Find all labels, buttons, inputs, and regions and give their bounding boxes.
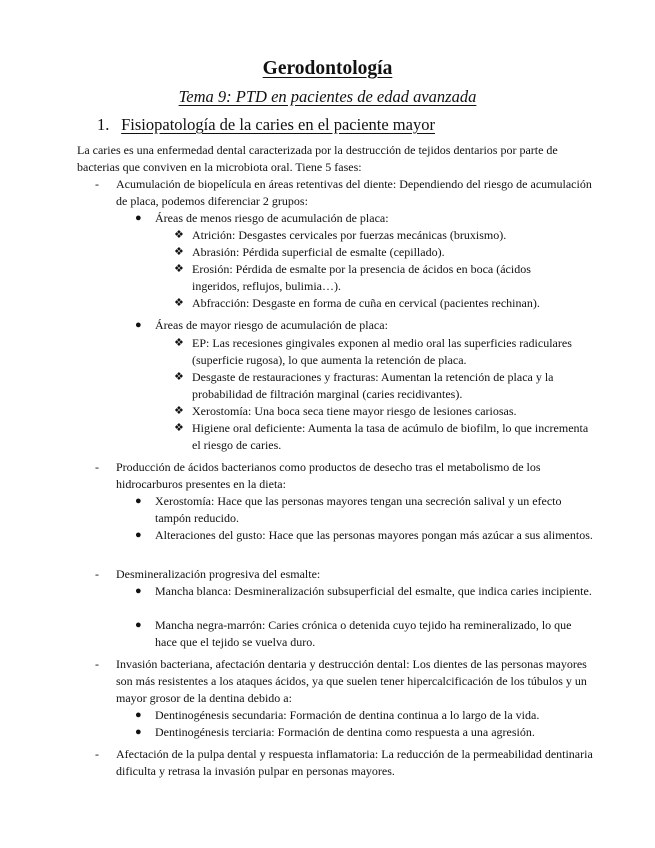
diamond-marker: ❖ xyxy=(174,229,184,241)
list-item-group xyxy=(135,317,595,334)
section-number: 1. xyxy=(97,115,110,134)
bullet-marker: ● xyxy=(135,726,142,738)
dash-marker: - xyxy=(95,567,99,581)
list-item-text: Dentinogénesis secundaria: Formación de dentina continua a lo largo de la vida. xyxy=(155,708,540,722)
list-item-text: Erosión: Pérdida de esmalte por la presencia de ácidos en boca (ácidos ingeridos, reflujos, bulimia…). xyxy=(192,262,531,293)
list-item-text: Desgaste de restauraciones y fracturas: Aumentan la retención de placa y la probabilidad de filtración marginal (caries recidivantes). xyxy=(192,370,554,401)
diamond-marker: ❖ xyxy=(174,371,184,383)
dash-marker: - xyxy=(95,460,99,474)
list-item-text: Desmineralización progresiva del esmalte: xyxy=(116,567,321,581)
list-item-detail xyxy=(174,369,594,403)
document-subtitle: Tema 9: PTD en pacientes de edad avanzada xyxy=(178,87,477,106)
list-item-group xyxy=(135,617,595,651)
list-item-detail xyxy=(174,227,594,244)
list-item-phase xyxy=(95,746,595,780)
bullet-marker: ● xyxy=(135,212,142,224)
list-item-text: Acumulación de biopelícula en áreas retentivas del diente: Dependiendo del riesgo de acumulación de placa, podemos diferenciar 2 grupos: xyxy=(116,177,592,208)
list-item-text: Atrición: Desgastes cervicales por fuerzas mecánicas (bruxismo). xyxy=(192,228,507,242)
list-item-text: Mancha negra-marrón: Caries crónica o detenida cuyo tejido ha remineralizado, lo que hace que el tejido se vuelva duro. xyxy=(155,618,572,649)
bullet-marker: ● xyxy=(135,709,142,721)
list-item-text: EP: Las recesiones gingivales exponen al medio oral las superficies radiculares (superficie rugosa), lo que aumenta la retención de placa. xyxy=(192,336,572,367)
list-item-text: Abrasión: Pérdida superficial de esmalte (cepillado). xyxy=(192,245,445,259)
dash-marker: - xyxy=(95,657,99,671)
document-title: Gerodontología xyxy=(262,58,393,79)
bullet-marker: ● xyxy=(135,495,142,507)
list-item-group xyxy=(135,724,595,741)
list-item-detail xyxy=(174,244,594,261)
list-item-detail xyxy=(174,420,594,454)
section-title: Fisiopatología de la caries en el paciente mayor xyxy=(121,115,435,134)
list-item-phase xyxy=(95,459,595,493)
list-item-group xyxy=(135,583,595,600)
diamond-marker: ❖ xyxy=(174,337,184,349)
list-item-group xyxy=(135,210,595,227)
bullet-marker: ● xyxy=(135,529,142,541)
list-item-phase xyxy=(95,656,595,707)
bullet-marker: ● xyxy=(135,319,142,331)
diamond-marker: ❖ xyxy=(174,405,184,417)
list-item-text: Mancha blanca: Desmineralización subsuperficial del esmalte, que indica caries incipiente. xyxy=(155,584,592,598)
list-item-text: Xerostomía: Hace que las personas mayores tengan una secreción salival y un efecto tampón reducido. xyxy=(155,494,562,525)
diamond-marker: ❖ xyxy=(174,246,184,258)
diamond-marker: ❖ xyxy=(174,297,184,309)
bullet-marker: ● xyxy=(135,619,142,631)
dash-marker: - xyxy=(95,177,99,191)
list-item-phase xyxy=(95,176,595,210)
intro-paragraph: La caries es una enfermedad dental caracterizada por la destrucción de tejidos dentarios por parte de bacterias que conviven en la microbiota oral. Tiene 5 fases: xyxy=(77,143,558,174)
list-item-detail xyxy=(174,261,564,295)
list-item-group xyxy=(135,707,595,724)
dash-marker: - xyxy=(95,747,99,761)
list-item-text: Producción de ácidos bacterianos como productos de desecho tras el metabolismo de los hidrocarburos presentes en la dieta: xyxy=(116,460,541,491)
list-item-detail xyxy=(174,335,594,369)
list-item-text: Afectación de la pulpa dental y respuesta inflamatoria: La reducción de la permeabilidad dentinaria dificulta y retrasa la invasión pulpar en personas mayores. xyxy=(116,747,593,778)
diamond-marker: ❖ xyxy=(174,422,184,434)
list-item-text: Invasión bacteriana, afectación dentaria y destrucción dental: Los dientes de las personas mayores son más resistentes a los ataques ácidos, ya que suelen tener hipercalcificación de los túbulos y un mayor grosor de la dentina debido a: xyxy=(116,657,587,705)
list-item-detail xyxy=(174,403,594,420)
list-item-group xyxy=(135,527,595,544)
list-item-text: Áreas de menos riesgo de acumulación de placa: xyxy=(155,211,389,225)
list-item-text: Áreas de mayor riesgo de acumulación de placa: xyxy=(155,318,388,332)
list-item-text: Higiene oral deficiente: Aumenta la tasa de acúmulo de biofilm, lo que incrementa el riesgo de caries. xyxy=(192,421,589,452)
list-item-detail xyxy=(174,295,594,312)
section-heading xyxy=(97,115,435,135)
list-item-text: Alteraciones del gusto: Hace que las personas mayores pongan más azúcar a sus alimentos. xyxy=(155,528,593,542)
list-item-phase xyxy=(95,566,595,583)
list-item-text: Xerostomía: Una boca seca tiene mayor riesgo de lesiones cariosas. xyxy=(192,404,517,418)
list-item-group xyxy=(135,493,595,527)
bullet-marker: ● xyxy=(135,585,142,597)
diamond-marker: ❖ xyxy=(174,263,184,275)
list-item-text: Abfracción: Desgaste en forma de cuña en cervical (pacientes rechinan). xyxy=(192,296,540,310)
list-item-text: Dentinogénesis terciaria: Formación de dentina como respuesta a una agresión. xyxy=(155,725,535,739)
